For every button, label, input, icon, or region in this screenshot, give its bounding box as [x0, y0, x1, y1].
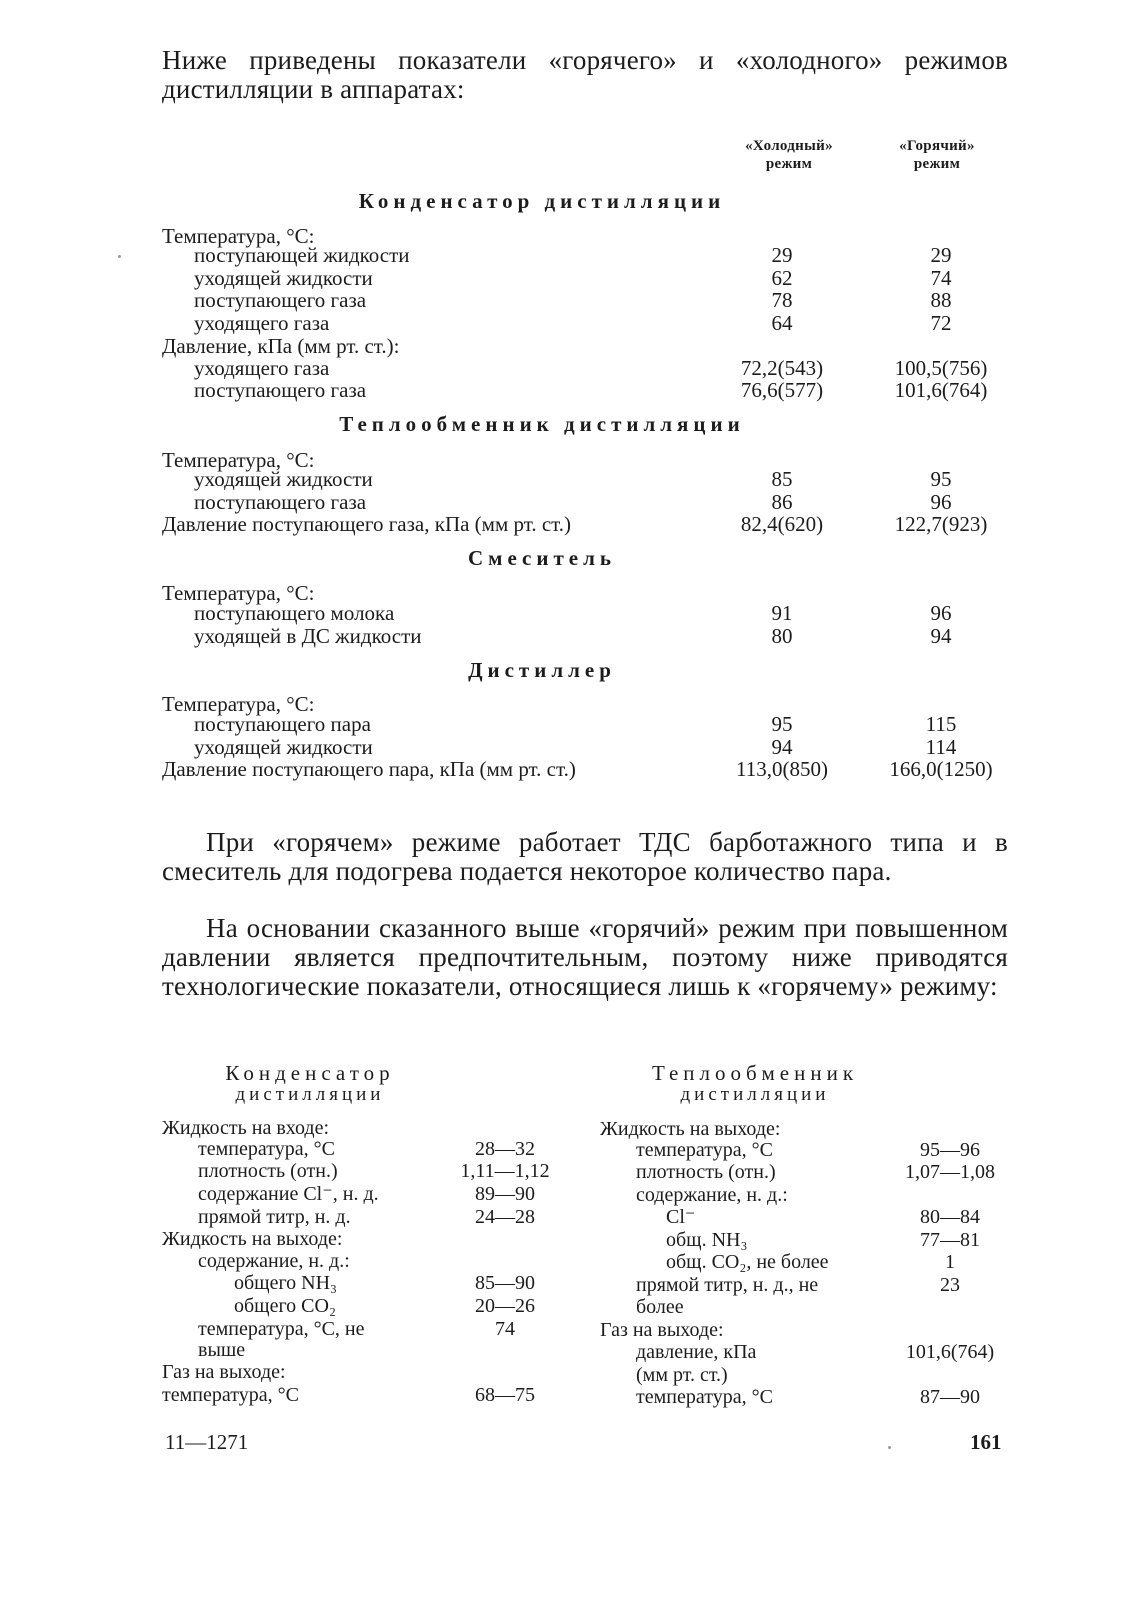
table-row — [162, 602, 1022, 624]
table-row — [162, 625, 1022, 647]
item-value: 87—90 — [920, 1386, 980, 1408]
list-item — [600, 1118, 1020, 1140]
list-item — [600, 1184, 1020, 1206]
list-item — [162, 1206, 572, 1228]
table-row — [162, 736, 1022, 758]
cold-value: 29 — [771, 243, 793, 267]
item-label: содержание Cl⁻, н. д. — [198, 1183, 379, 1205]
list-item — [162, 1384, 572, 1406]
table-row — [162, 312, 1022, 334]
cold-value: 64 — [771, 311, 793, 335]
paragraph-hot-mode — [162, 828, 1008, 886]
item-label: общего NH₃ — [234, 1272, 338, 1294]
item-label: содержание, н. д.: — [636, 1184, 788, 1206]
item-value: 68—75 — [475, 1384, 535, 1406]
item-label: Жидкость на выходе: — [600, 1118, 781, 1140]
item-label: температура, °С, не — [198, 1318, 365, 1340]
cold-value: 62 — [771, 266, 793, 290]
list-item — [600, 1139, 1020, 1161]
item-label: давление, кПа — [636, 1341, 757, 1363]
item-label: Жидкость на выходе: — [162, 1228, 343, 1250]
cold-value: 78 — [771, 288, 793, 312]
hot-value: 96 — [930, 490, 952, 514]
intro-paragraph: Ниже приведены показатели «горячего» и «холодного» режимов дистилляции в аппаратах: — [162, 45, 1008, 104]
cold-value: 85 — [771, 467, 793, 491]
item-label: плотность (отн.) — [198, 1160, 338, 1182]
item-value: 89—90 — [475, 1183, 535, 1205]
paragraph-hot-mode-text: При «горячем» режиме работает ТДС барботажного типа и в смеситель для подогрева подается некоторое количество пара. — [162, 827, 1008, 886]
table-row — [162, 244, 1022, 266]
row-label: поступающего газа — [194, 490, 367, 514]
row-label: поступающего газа — [194, 378, 367, 402]
row-label: уходящего газа — [194, 311, 330, 335]
item-label: температура, °С — [636, 1386, 773, 1408]
scan-speck — [118, 255, 121, 258]
item-label: Cl⁻ — [666, 1206, 696, 1228]
list-item — [600, 1229, 1020, 1251]
row-label: поступающего пара — [194, 712, 371, 736]
row-label: уходящего газа — [194, 356, 330, 380]
row-label: поступающего молока — [194, 601, 395, 625]
item-value: 1 — [945, 1251, 955, 1273]
list-item — [162, 1339, 572, 1361]
column-header-hot-line1: «Горячий» — [899, 138, 975, 154]
table-row — [162, 289, 1022, 311]
row-label: Давление поступающего пара, кПа (мм рт. ст.) — [162, 757, 576, 781]
list-item — [600, 1274, 1020, 1296]
list-item — [600, 1206, 1020, 1228]
left-block-title-line1: Конденсатор — [225, 1061, 395, 1085]
list-item — [600, 1296, 1020, 1318]
hot-value: 94 — [930, 624, 952, 648]
list-item — [600, 1341, 1020, 1363]
item-label: выше — [198, 1339, 246, 1361]
cold-value: 82,4(620) — [740, 512, 824, 536]
column-header-hot — [867, 137, 1007, 173]
column-header-hot-line2: режим — [913, 156, 961, 172]
table-row — [162, 468, 1022, 490]
item-value: 1,07—1,08 — [905, 1161, 995, 1183]
hot-value: 74 — [930, 266, 952, 290]
right-block-title-line1: Теплообменник — [651, 1061, 859, 1085]
paragraph-conclusion-text: На основании сказанного выше «горячий» режим при повышенном давлении является предпочтительным, поэтому ниже приводятся технологические показатели, относящиеся лишь к «горячему» режиму: — [162, 913, 1008, 1001]
hot-value: 101,6(764) — [894, 378, 988, 402]
row-label: Температура, °С: — [162, 224, 315, 248]
cold-value: 91 — [771, 601, 793, 625]
row-label: Температура, °С: — [162, 692, 315, 716]
item-label: прямой титр, н. д., не — [636, 1274, 819, 1296]
row-label: Температура, °С: — [162, 448, 315, 472]
list-item — [162, 1160, 572, 1182]
list-item — [600, 1386, 1020, 1408]
item-value: 95—96 — [920, 1139, 980, 1161]
list-item — [162, 1295, 572, 1317]
section-title-mixer: Смеситель — [468, 546, 616, 570]
table-row — [162, 267, 1022, 289]
item-label: общ. NH₃ — [666, 1229, 748, 1251]
table-row — [162, 335, 1022, 357]
right-block-title — [600, 1062, 910, 1106]
row-label: уходящей жидкости — [194, 266, 373, 290]
hot-value: 114 — [925, 735, 957, 759]
hot-value: 166,0(1250) — [889, 757, 993, 781]
item-value: 24—28 — [475, 1206, 535, 1228]
list-item — [600, 1364, 1020, 1386]
right-block-title-line2: дистилляции — [680, 1084, 830, 1105]
item-label: содержание, н. д.: — [198, 1250, 350, 1272]
row-label: уходящей жидкости — [194, 735, 373, 759]
item-label: температура, °С — [636, 1139, 773, 1161]
item-label: (мм рт. ст.) — [636, 1364, 728, 1386]
table-row — [162, 758, 1022, 780]
scan-speck — [888, 1446, 891, 1449]
item-value: 74 — [495, 1318, 515, 1340]
list-item — [600, 1161, 1020, 1183]
row-label: Температура, °С: — [162, 581, 315, 605]
hot-value: 95 — [930, 467, 952, 491]
list-item — [162, 1361, 572, 1383]
row-label: поступающей жидкости — [194, 243, 410, 267]
item-label: общ. CO₂, не более — [666, 1251, 829, 1273]
item-value: 80—84 — [920, 1206, 980, 1228]
item-value: 1,11—1,12 — [460, 1160, 550, 1182]
paragraph-conclusion — [162, 914, 1008, 1001]
list-item — [162, 1250, 572, 1272]
column-header-cold-line2: режим — [765, 156, 813, 172]
list-item — [162, 1272, 572, 1294]
hot-value: 72 — [930, 311, 952, 335]
list-item — [600, 1251, 1020, 1273]
hot-value: 100,5(756) — [894, 356, 988, 380]
section-title-condenser: Конденсатор дистилляции — [358, 189, 726, 213]
list-item — [162, 1228, 572, 1250]
table-row — [162, 713, 1022, 735]
table-row — [162, 491, 1022, 513]
cold-value: 72,2(543) — [740, 356, 824, 380]
row-label: поступающего газа — [194, 288, 367, 312]
section-title-distiller: Дистиллер — [468, 658, 616, 682]
hot-value: 29 — [930, 243, 952, 267]
item-value: 101,6(764) — [905, 1341, 995, 1363]
cold-value: 95 — [771, 712, 793, 736]
item-value: 77—81 — [920, 1229, 980, 1251]
hot-value: 115 — [925, 712, 957, 736]
section-title-heat-exchanger: Теплообменник дистилляции — [339, 412, 745, 436]
cold-value: 80 — [771, 624, 793, 648]
left-block-title-line2: дистилляции — [235, 1084, 385, 1105]
row-label: Давление, кПа (мм рт. ст.): — [162, 334, 400, 358]
left-block-title — [160, 1062, 460, 1106]
list-item — [600, 1319, 1020, 1341]
item-label: Жидкость на входе: — [162, 1117, 330, 1139]
item-value: 28—32 — [475, 1138, 535, 1160]
list-item — [162, 1138, 572, 1160]
cold-value: 113,0(850) — [736, 757, 828, 781]
hot-value: 96 — [930, 601, 952, 625]
table-row — [162, 357, 1022, 379]
printer-signature: 11—1271 — [165, 1430, 249, 1454]
item-label: плотность (отн.) — [636, 1161, 776, 1183]
row-label: Давление поступающего газа, кПа (мм рт. ст.) — [162, 512, 571, 536]
item-label: температура, °С — [162, 1384, 299, 1406]
hot-value: 88 — [930, 288, 952, 312]
list-item — [162, 1183, 572, 1205]
item-label: прямой титр, н. д. — [198, 1206, 351, 1228]
cold-value: 86 — [771, 490, 793, 514]
row-label: уходящей жидкости — [194, 467, 373, 491]
item-label: Газ на выходе: — [600, 1319, 724, 1341]
hot-value: 122,7(923) — [894, 512, 988, 536]
table-row — [162, 513, 1022, 535]
item-value: 20—26 — [475, 1295, 535, 1317]
column-header-cold-line1: «Холодный» — [745, 138, 833, 154]
table-row — [162, 379, 1022, 401]
cold-value: 76,6(577) — [740, 378, 824, 402]
item-value: 85—90 — [475, 1272, 535, 1294]
item-label: Газ на выходе: — [162, 1361, 286, 1383]
item-label: общего CO₂ — [234, 1295, 336, 1317]
item-label: более — [636, 1296, 684, 1318]
page-number: 161 — [970, 1430, 1002, 1454]
item-value: 23 — [940, 1274, 960, 1296]
list-item — [162, 1318, 572, 1340]
row-label: уходящей в ДС жидкости — [194, 624, 422, 648]
cold-value: 94 — [771, 735, 793, 759]
column-header-cold — [719, 137, 859, 173]
item-label: температура, °С — [198, 1138, 335, 1160]
list-item — [162, 1117, 572, 1139]
